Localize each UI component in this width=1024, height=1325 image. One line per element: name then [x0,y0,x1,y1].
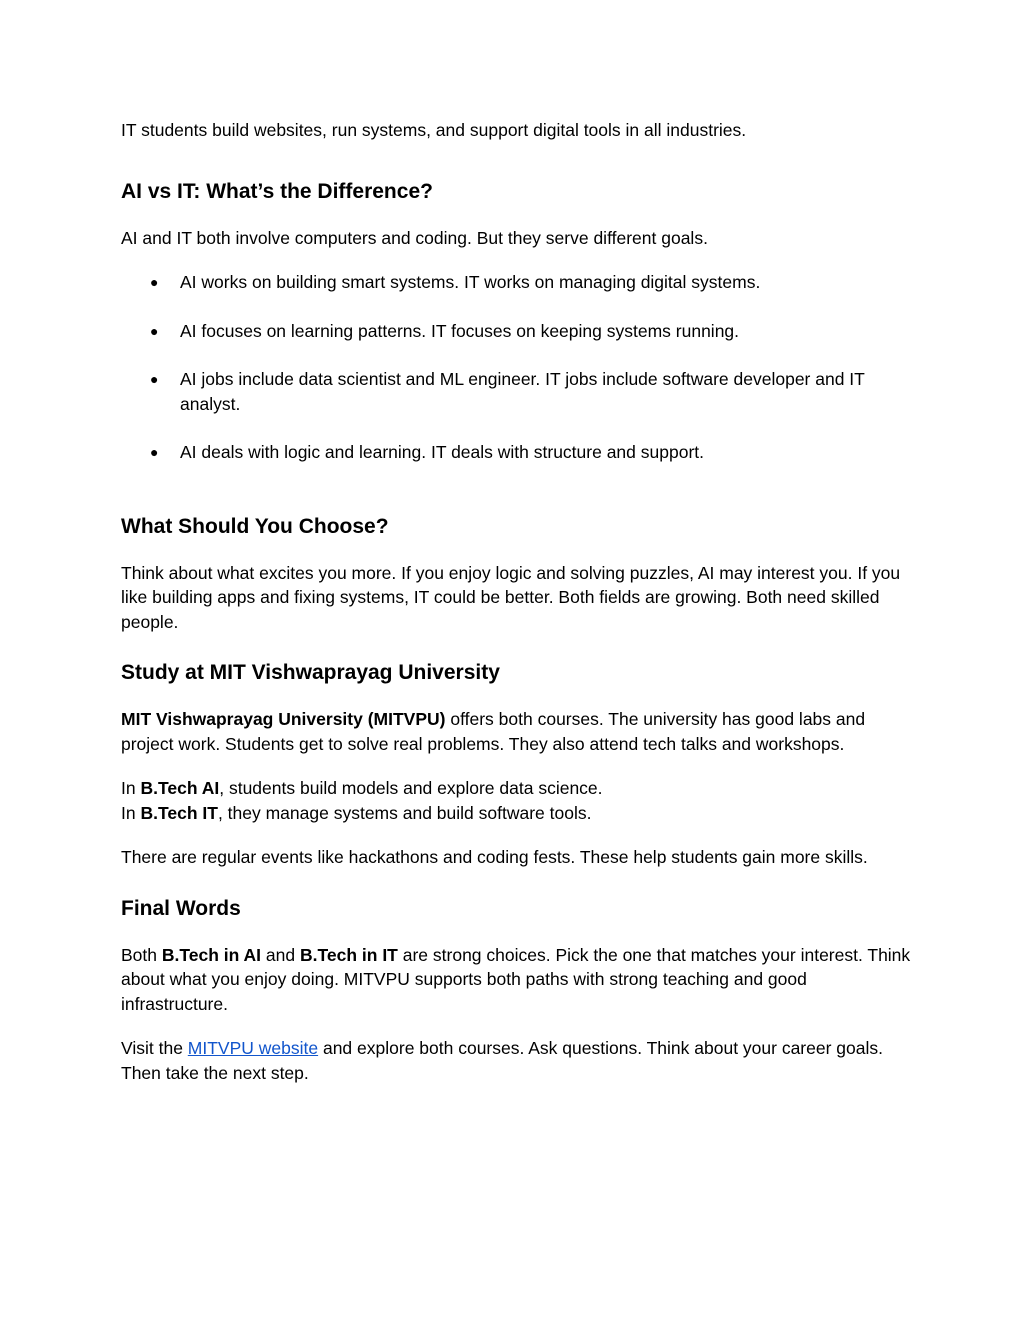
bullet-icon: ● [150,274,159,290]
btech-in-ai-label: B.Tech in AI [161,944,262,965]
ai-line-prefix: In [121,778,141,798]
it-line [121,803,591,823]
it-line-text: , they manage systems and build software tools. [217,802,592,823]
diff-lead-paragraph: AI and IT both involve computers and coding. But they serve different goals. [121,227,708,248]
btech-in-it-label: B.Tech in IT [300,944,398,965]
ai-line [121,778,603,798]
intro-paragraph: IT students build websites, run systems, and support digital tools in all industries. [121,120,747,140]
final-p1-part-c: are strong choices. Pick the one that matches your interest. Think about what you enjoy doing. MITVPU supports both paths with strong teaching and good infrastructure. [121,944,911,1014]
list-item-text: AI works on building smart systems. IT works on managing digital systems. [180,272,761,292]
study-paragraph-1 [121,707,911,756]
heading-study-at-mit: Study at MIT Vishwaprayag University [121,661,500,684]
study-paragraph-2 [121,776,911,825]
list-item [150,367,911,416]
list-item [150,319,911,344]
final-p2-part-b: and explore both courses. Ask questions. Think about your career goals. Then take the next step. [121,1038,883,1083]
list-item [150,440,911,465]
mitvpu-website-link[interactable]: MITVPU website [187,1038,319,1058]
choose-paragraph: Think about what excites you more. If you enjoy logic and solving puzzles, AI may interest you. If you like building apps and fixing systems, IT could be better. Both fields are growing. Both need skilled people. [121,562,901,632]
final-paragraph-2 [121,1036,911,1085]
heading-ai-vs-it: AI vs IT: What’s the Difference? [121,179,433,203]
list-item-text: AI deals with logic and learning. IT deals with structure and support. [180,442,704,462]
final-p2-part-a: Visit the [121,1038,188,1058]
btech-ai-label: B.Tech AI [140,778,220,798]
bullet-icon: ● [150,322,159,339]
bullet-icon: ● [150,371,159,387]
heading-final-words: Final Words [121,896,241,920]
study-paragraph-1-text: offers both courses. The university has good labs and project work. Students get to solve real problems. They also attend tech talks and workshops. [121,709,866,754]
university-name: MIT Vishwaprayag University (MITVPU) [121,709,446,729]
final-p1-part-a: Both [121,944,162,965]
final-p1-part-b: and [261,944,300,965]
difference-list [121,270,911,465]
final-paragraph-1 [121,943,911,1017]
document-page [121,118,911,1085]
bullet-icon: ● [150,444,159,460]
list-item-text: AI focuses on learning patterns. IT focuses on keeping systems running. [180,320,740,341]
heading-what-should-you-choose: What Should You Choose? [121,514,389,538]
it-line-prefix: In [121,802,141,823]
list-item [150,270,911,295]
btech-it-label: B.Tech IT [140,802,218,823]
ai-line-text: , students build models and explore data science. [219,778,603,798]
study-paragraph-3: There are regular events like hackathons and coding fests. These help students gain more skills. [121,847,868,867]
list-item-text: AI jobs include data scientist and ML engineer. IT jobs include software developer and IT analyst. [180,369,865,414]
